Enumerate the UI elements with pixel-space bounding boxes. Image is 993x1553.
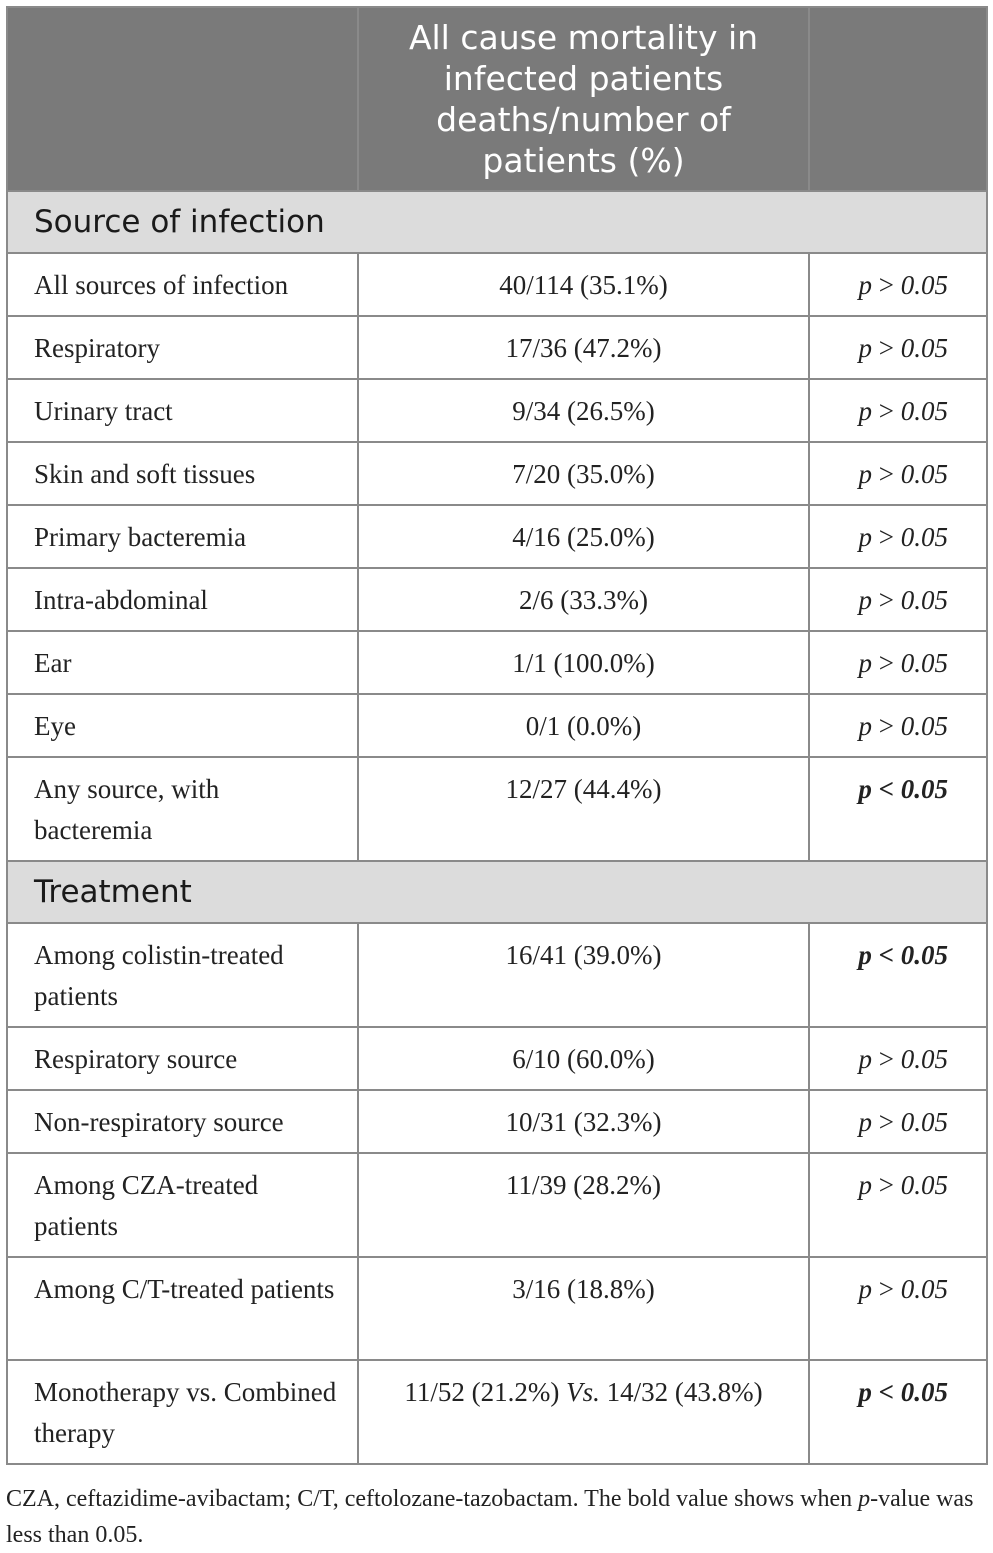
table-row (7, 316, 987, 379)
header-col2-text: All cause mortality in infected patients deaths/number of patients (%) (408, 18, 759, 180)
row-value: 40/114 (35.1%) (358, 253, 809, 316)
header-col2 (358, 7, 809, 191)
section-row-treatment (7, 861, 987, 923)
row-pvalue: p > 0.05 (809, 694, 987, 757)
header-col3 (809, 7, 987, 191)
row-value: 7/20 (35.0%) (358, 442, 809, 505)
row-pvalue: p > 0.05 (809, 253, 987, 316)
row-label: Ear (7, 631, 358, 694)
header-col1 (7, 7, 358, 191)
row-label: Intra-abdominal (7, 568, 358, 631)
row-pvalue: p < 0.05 (809, 757, 987, 861)
row-pvalue: p > 0.05 (809, 1153, 987, 1257)
row-pvalue: p > 0.05 (809, 316, 987, 379)
table-row (7, 631, 987, 694)
row-value: 11/39 (28.2%) (358, 1153, 809, 1257)
table-row (7, 568, 987, 631)
table-row (7, 505, 987, 568)
row-value: 4/16 (25.0%) (358, 505, 809, 568)
header-row (7, 7, 987, 191)
row-label: Among C/T-treated patients (7, 1257, 358, 1360)
row-pvalue: p < 0.05 (809, 923, 987, 1027)
row-value: 3/16 (18.8%) (358, 1257, 809, 1360)
table-row (7, 757, 987, 861)
row-label: Non-respiratory source (7, 1090, 358, 1153)
row-value: 9/34 (26.5%) (358, 379, 809, 442)
row-pvalue: p > 0.05 (809, 379, 987, 442)
row-value: 2/6 (33.3%) (358, 568, 809, 631)
section-row-source (7, 191, 987, 253)
row-pvalue: p > 0.05 (809, 442, 987, 505)
row-pvalue: p > 0.05 (809, 1090, 987, 1153)
table-row (7, 253, 987, 316)
section-title-treatment: Treatment (7, 861, 987, 923)
row-pvalue: p > 0.05 (809, 568, 987, 631)
table-row (7, 694, 987, 757)
row-pvalue: p > 0.05 (809, 505, 987, 568)
row-label: Skin and soft tissues (7, 442, 358, 505)
row-label: Among CZA-treated patients (7, 1153, 358, 1257)
row-value: 11/52 (21.2%) Vs. 14/32 (43.8%) (358, 1360, 809, 1464)
row-value: 0/1 (0.0%) (358, 694, 809, 757)
row-label: Urinary tract (7, 379, 358, 442)
row-pvalue: p < 0.05 (809, 1360, 987, 1464)
row-label: Monotherapy vs. Combined therapy (7, 1360, 358, 1464)
row-value: 1/1 (100.0%) (358, 631, 809, 694)
row-value: 10/31 (32.3%) (358, 1090, 809, 1153)
row-label: Respiratory source (7, 1027, 358, 1090)
mortality-table (6, 6, 988, 1465)
table-row (7, 923, 987, 1027)
row-pvalue: p > 0.05 (809, 1027, 987, 1090)
table-row (7, 1257, 987, 1360)
row-value: 16/41 (39.0%) (358, 923, 809, 1027)
row-label: Among colistin-treated patients (7, 923, 358, 1027)
table-row (7, 379, 987, 442)
row-pvalue: p > 0.05 (809, 1257, 987, 1360)
row-label: All sources of infection (7, 253, 358, 316)
table-row (7, 1027, 987, 1090)
table-caption: CZA, ceftazidime-avibactam; C/T, ceftolozane-tazobactam. The bold value shows when p-value was less than 0.05. (6, 1486, 974, 1548)
row-value: 17/36 (47.2%) (358, 316, 809, 379)
row-label: Primary bacteremia (7, 505, 358, 568)
table-row (7, 1090, 987, 1153)
row-pvalue: p > 0.05 (809, 631, 987, 694)
table-row (7, 1153, 987, 1257)
row-label: Any source, with bacteremia (7, 757, 358, 861)
table-row (7, 442, 987, 505)
table-row (7, 1360, 987, 1464)
row-label: Eye (7, 694, 358, 757)
row-value: 6/10 (60.0%) (358, 1027, 809, 1090)
row-value: 12/27 (44.4%) (358, 757, 809, 861)
section-title-source: Source of infection (7, 191, 987, 253)
row-label: Respiratory (7, 316, 358, 379)
